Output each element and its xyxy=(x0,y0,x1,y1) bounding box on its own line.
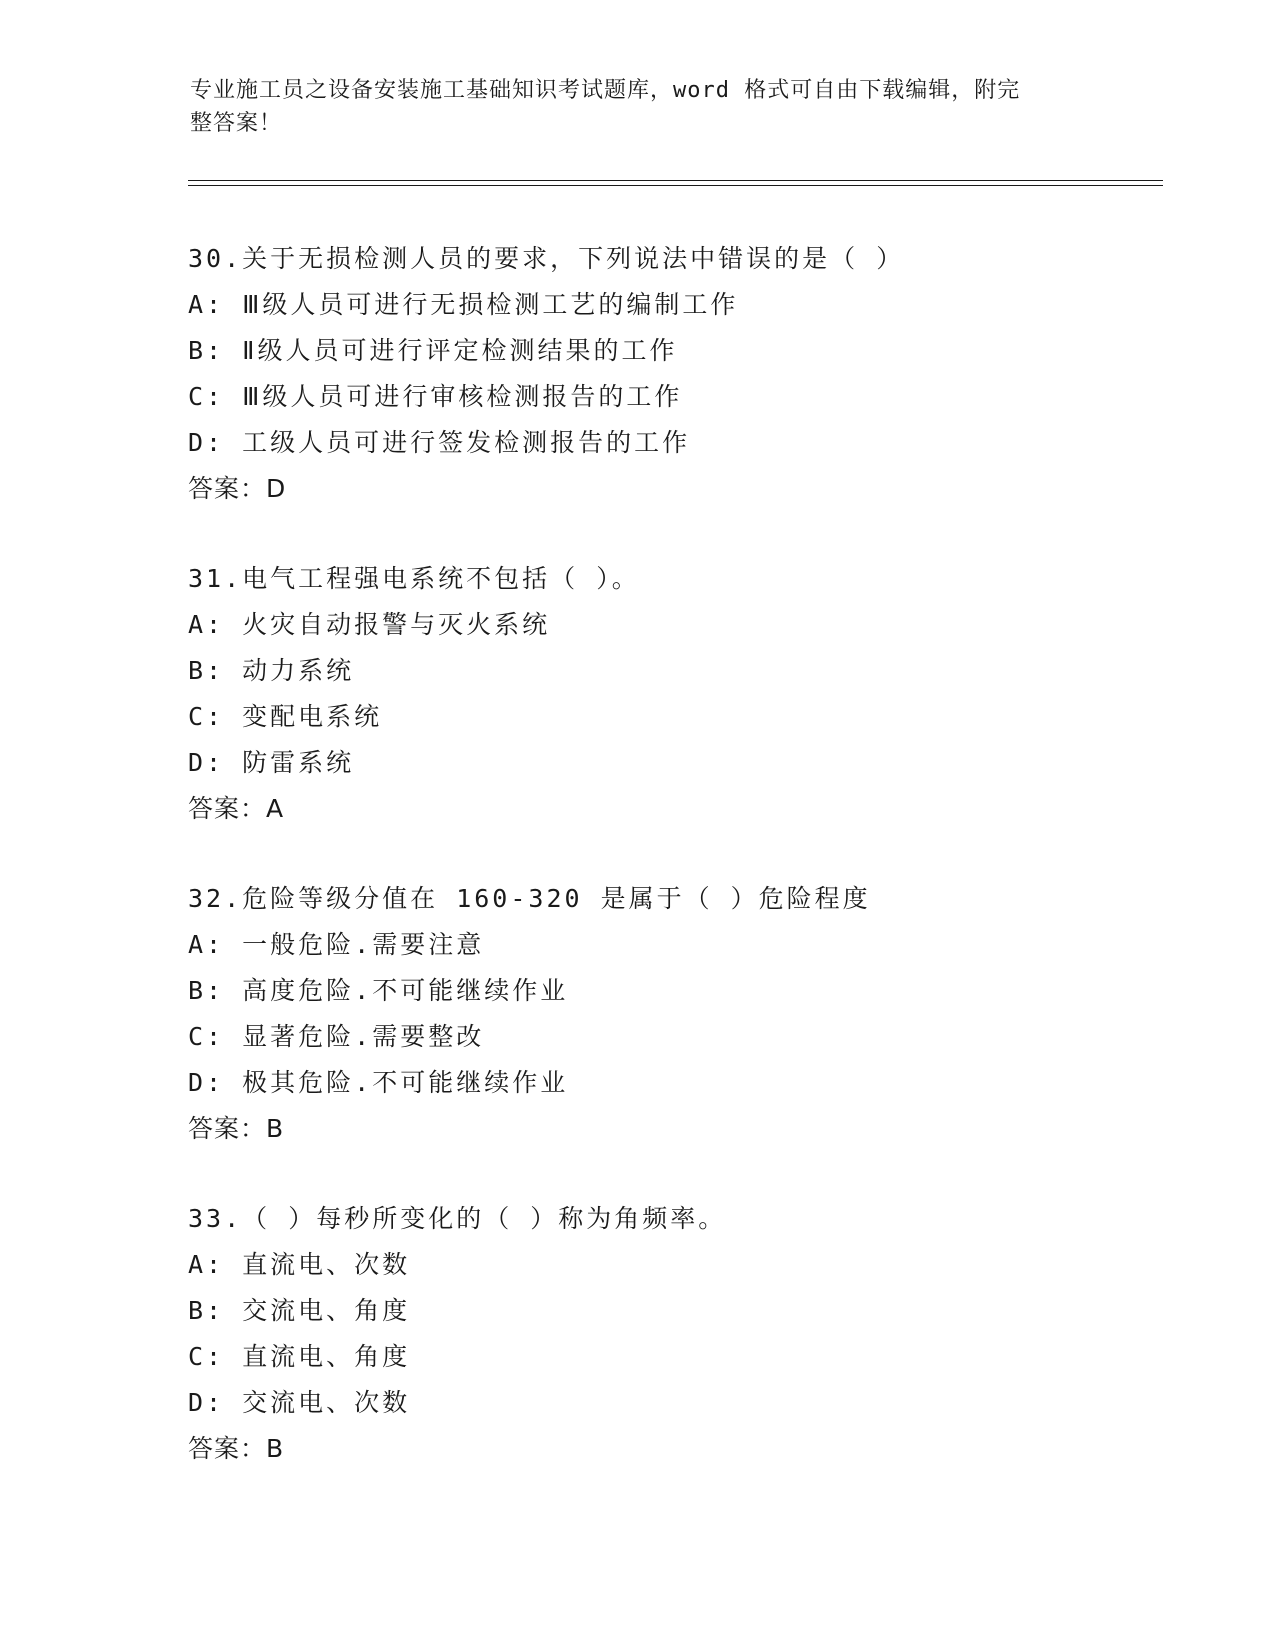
answer-line: 答案：B xyxy=(188,1114,285,1143)
option-a: A: 一般危险.需要注意 xyxy=(188,930,485,959)
question-31 xyxy=(188,556,1188,832)
question-stem: 30.关于无损检测人员的要求，下列说法中错误的是（ ） xyxy=(188,244,905,273)
answer-line: 答案：B xyxy=(188,1434,285,1463)
option-d: D: 防雷系统 xyxy=(188,748,355,777)
option-c: C: Ⅲ级人员可进行审核检测报告的工作 xyxy=(188,382,683,411)
header-line-1: 专业施工员之设备安装施工基础知识考试题库，word 格式可自由下载编辑，附完 xyxy=(190,78,1021,103)
question-stem: 32.危险等级分值在 160-320 是属于（ ）危险程度 xyxy=(188,884,871,913)
header-line-2: 整答案！ xyxy=(190,111,283,136)
option-a: A: 火灾自动报警与灭火系统 xyxy=(188,610,551,639)
question-33 xyxy=(188,1196,1188,1472)
option-c: C: 显著危险.需要整改 xyxy=(188,1022,485,1051)
option-b: B: 动力系统 xyxy=(188,656,355,685)
answer-line: 答案：D xyxy=(188,474,287,503)
option-c: C: 变配电系统 xyxy=(188,702,383,731)
document-header xyxy=(190,74,1070,140)
option-b: B: Ⅱ级人员可进行评定检测结果的工作 xyxy=(188,336,678,365)
option-c: C: 直流电、角度 xyxy=(188,1342,411,1371)
question-stem: 31.电气工程强电系统不包括（ ）。 xyxy=(188,564,640,593)
answer-line: 答案：A xyxy=(188,794,285,823)
question-30 xyxy=(188,236,1188,512)
option-d: D: 交流电、次数 xyxy=(188,1388,411,1417)
option-d: D: 极其危险.不可能继续作业 xyxy=(188,1068,569,1097)
option-a: A: Ⅲ级人员可进行无损检测工艺的编制工作 xyxy=(188,290,739,319)
header-divider xyxy=(188,180,1163,186)
question-stem: 33.（ ）每秒所变化的（ ）称为角频率。 xyxy=(188,1204,727,1233)
option-b: B: 交流电、角度 xyxy=(188,1296,411,1325)
question-32 xyxy=(188,876,1188,1152)
option-a: A: 直流电、次数 xyxy=(188,1250,411,1279)
option-d: D: 工级人员可进行签发检测报告的工作 xyxy=(188,428,691,457)
option-b: B: 高度危险.不可能继续作业 xyxy=(188,976,569,1005)
question-list xyxy=(188,236,1188,1516)
